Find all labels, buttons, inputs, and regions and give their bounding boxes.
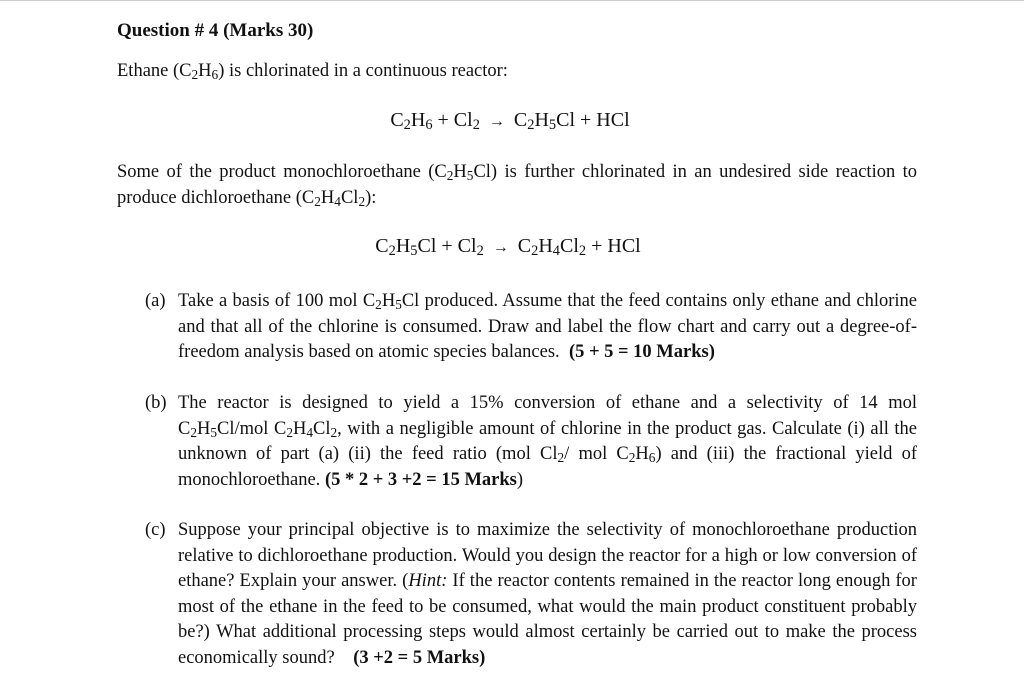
part-a: (a) Take a basis of 100 mol $C_2H_5Cl$ produced. Assume that the feed contains only ethane and chlorine and that all of the chlorine is consumed. Draw and label the flow chart and carry out a degree-of-freedom analysis based on atomic species balances. (5 + 5 = 10 Marks) — [145, 291, 917, 362]
top-border — [0, 0, 1024, 1]
part-b-marks: (5 * 2 + 3 +2 = 15 Marks — [324, 469, 517, 490]
part-a-marks: (5 + 5 = 10 Marks) — [568, 342, 715, 362]
question-title: Question # 4 (Marks 30) — [117, 20, 314, 41]
reaction-arrow-icon: → — [492, 239, 509, 256]
intro-text: Ethane $(C_2H_6)$ is chlorinated in a continuous reactor: — [117, 61, 508, 82]
part-b: (b) The reactor is designed to yield a 15% conversion of ethane and a selectivity of 14 mol $C_2H_5Cl$/mol $C_2H_4Cl_2$, with a negligible amount of chlorine in the product gas. Calculate (i) all the unknown of part (a) (ii) the feed ratio (mol $Cl_2/$ mol $C_2H_6$) and (iii) the fractional yield of monochloroethane. (5 * 2 + 3 +2 = 15 Marks) — [145, 393, 917, 490]
equation-main-reaction: $C_2H_6 + Cl_2 \to C_2H_5Cl$ + HCl — [390, 109, 630, 134]
part-c-label: (c) — [145, 520, 166, 540]
hint-label: Hint: — [408, 571, 448, 591]
part-b-label: (b) — [145, 393, 167, 413]
reaction-arrow-icon: → — [488, 113, 505, 130]
equation-side-reaction: $C_2H_5Cl + Cl_2 \to C_2H_4Cl_2$ + HCl — [375, 235, 641, 260]
part-c-marks: (3 +2 = 5 Marks) — [353, 647, 486, 668]
part-c: (c) Suppose your principal objective is to maximize the selectivity of monochloroethane production relative to dichloroethane production. Would you design the reactor for a high or low conversion of ethane? Explain your answer. (Hint: If the reactor contents remained in the reactor long enough for most of the ethane in the feed to be consumed, what would the main product constituent probably be?) What additional processing steps would almost certainly be carried out to make the process economically sound? (3 +2 = 5 Marks) — [145, 520, 917, 668]
part-a-label: (a) — [145, 291, 166, 311]
side-reaction-paragraph: Some of the product monochloroethane $(C_2H_5Cl)$ is further chlorinated in an undesired side reaction to produce dichloroethane $(C_2H_4Cl_2)$: — [117, 162, 917, 209]
